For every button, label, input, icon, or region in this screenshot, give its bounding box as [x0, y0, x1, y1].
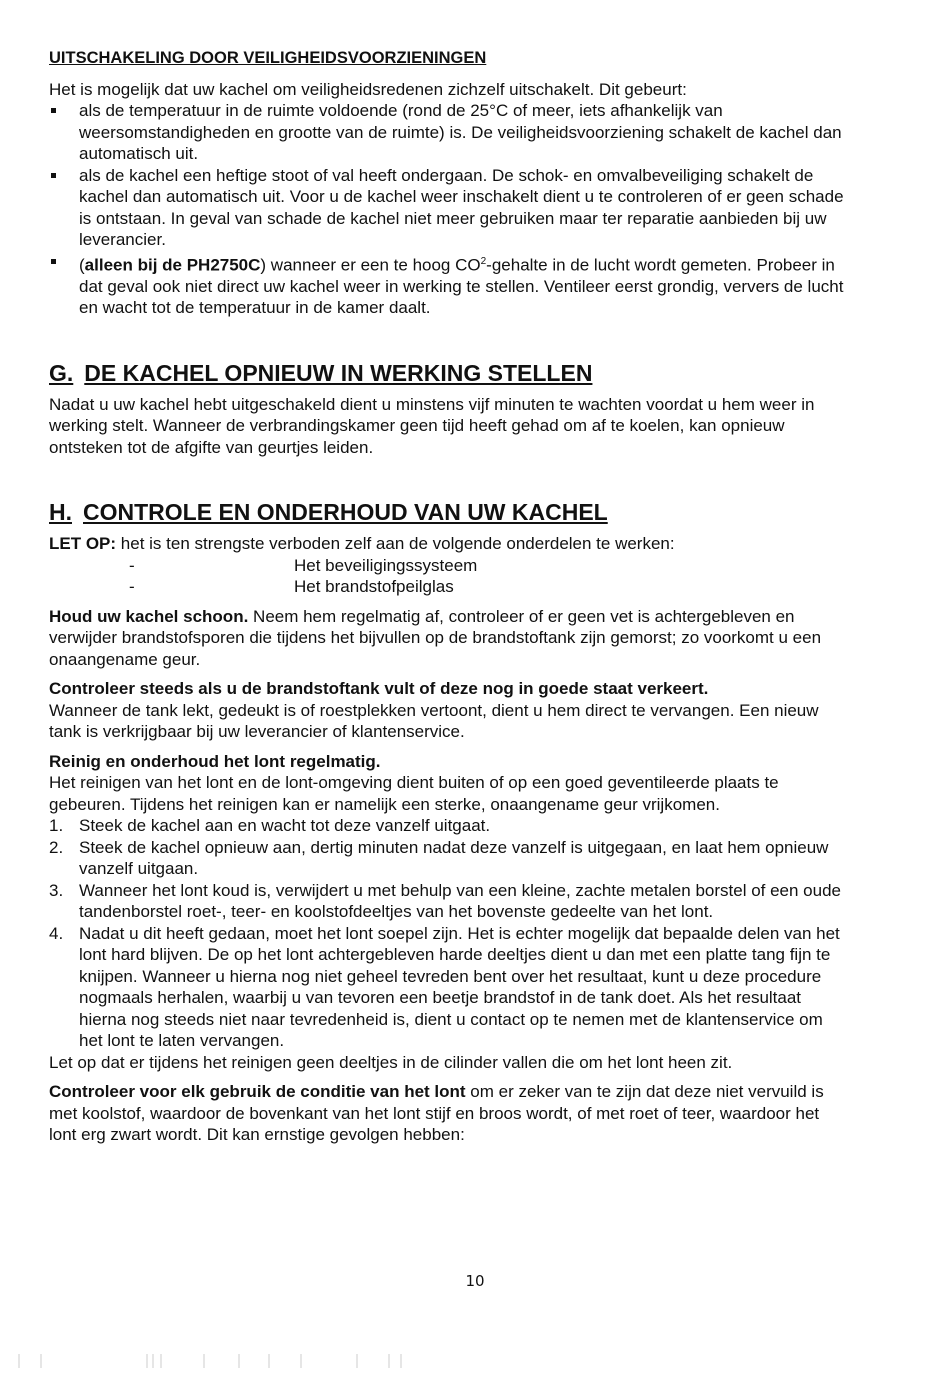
bullet-temperature-text: als de temperatuur in de ruimte voldoende (rond de 25°C of meer, iets afhankelijk van weersomstandigheden en grootte van de ruimte) is. De veiligheidsvoorziening schakelt de kachel dan automatisch uit. — [79, 101, 842, 163]
safety-shutdown-list — [49, 100, 849, 319]
dash-2: - — [129, 577, 135, 597]
safety-shutdown-heading: UITSCHAKELING DOOR VEILIGHEIDSVOORZIENINGEN — [49, 49, 487, 67]
bullet-co2-rest: -gehalte in de lucht wordt gemeten. Probeer in dat geval ook niet direct uw kachel weer in werking te stellen. Ventileer eerst grondig, ververs de lucht en wacht tot de temperatuur in de kamer daalt. — [79, 255, 844, 318]
section-g-body: Nadat u uw kachel hebt uitgeschakeld dient u minstens vijf minuten te wachten voordat u hem weer in werking stelt. Wanneer de verbrandingskamer geen tijd heeft gehad om af te koelen, kan opnieuw ontsteken tot de afgifte van geurtjes leiden. — [49, 394, 815, 457]
step-2-text: Steek de kachel opnieuw aan, dertig minuten nadat deze vanzelf is uitgegaan, en laat hem opnieuw vanzelf uitgaan. — [79, 837, 829, 879]
bullet-co2-mid: ) wanneer er een te hoog CO — [260, 255, 481, 275]
forbidden-item-1 — [49, 555, 849, 577]
step-4 — [49, 923, 849, 1052]
section-h-title — [49, 498, 849, 526]
wick-bold: Reinig en onderhoud het lont regelmatig. — [49, 751, 381, 771]
step-1-number: 1. — [49, 816, 64, 836]
dash-1: - — [129, 555, 135, 575]
forbidden-item-1-text: Het beveiligingssysteem — [294, 555, 478, 575]
clean-text: Neem hem regelmatig af, controleer of er geen vet is achtergebleven en verwijder brandstofsporen die tijdens het bijvullen op de brandstoftank zijn gemorst; zo voorkomt u een onaangename geur. — [49, 606, 822, 669]
step-3 — [49, 880, 849, 923]
let-op-label: LET OP: — [49, 534, 117, 554]
forbidden-item-2-text: Het brandstofpeilglas — [294, 577, 454, 597]
section-g-title-text: DE KACHEL OPNIEUW IN WERKING STELLEN — [84, 359, 593, 386]
let-op-text: het is ten strengste verboden zelf aan de volgende onderdelen te werken: — [116, 534, 675, 554]
step-2-number: 2. — [49, 837, 64, 857]
section-g-title — [49, 359, 849, 387]
step-1 — [49, 815, 849, 837]
clean-paragraph — [49, 606, 849, 671]
bullet-co2 — [49, 251, 849, 319]
clean-bold: Houd uw kachel schoon. — [49, 606, 249, 626]
cylinder-note: Let op dat er tijdens het reinigen geen deeltjes in de cilinder vallen die om het lont heen zit. — [49, 1052, 733, 1072]
section-h-letter: H. — [49, 499, 72, 526]
bullet-co2-model: alleen bij de PH2750C — [84, 255, 261, 275]
let-op-paragraph — [49, 533, 849, 555]
wick-steps — [49, 815, 849, 1052]
safety-shutdown-intro: Het is mogelijk dat uw kachel om veiligheidsredenen zichzelf uitschakelt. Dit gebeurt: — [49, 79, 687, 99]
tank-text: Wanneer de tank lekt, gedeukt is of roestplekken vertoont, dient u hem direct te vervangen. Een nieuw tank is verkrijgbaar bij uw leverancier of klantenservice. — [49, 700, 819, 742]
step-3-number: 3. — [49, 880, 64, 900]
step-4-text: Nadat u dit heeft gedaan, moet het lont soepel zijn. Het is echter mogelijk dat bepaalde delen van het lont hard blijven. De op het lont achtergebleven harde deeltjes dient u dan met een platte tang fijn te knijpen. Wanneer u hierna nog niet geheel tevreden bent over het resultaat, kunt u deze procedure nogmaals herhalen, waarbij u van tevoren een beetje brandstof in de tank doet. Als het resultaat hierna nog steeds niet naar tevredenheid is, dient u contact op te nemen met de klantenservice om het lont te laten vervangen. — [79, 923, 840, 1051]
condition-bold: Controleer voor elk gebruik de conditie van het lont — [49, 1082, 466, 1102]
manual-page — [49, 48, 849, 1146]
step-1-text: Steek de kachel aan en wacht tot deze vanzelf uitgaat. — [79, 816, 491, 836]
bullet-co2-sup: 2 — [480, 255, 487, 267]
page-number: 10 — [465, 1272, 485, 1290]
bullet-temperature — [49, 100, 849, 165]
step-2 — [49, 837, 849, 880]
section-h-title-text: CONTROLE EN ONDERHOUD VAN UW KACHEL — [83, 499, 608, 526]
bullet-co2-open: ( — [79, 255, 85, 275]
step-3-text: Wanneer het lont koud is, verwijdert u met behulp van een kleine, zachte metalen borstel of een oude tandenborstel roet-, teer- en koolstofdeeltjes van het bovenste gedeelte van het lont. — [79, 880, 841, 922]
condition-paragraph — [49, 1081, 849, 1146]
tank-bold: Controleer steeds als u de brandstoftank vult of deze nog in goede staat verkeert. — [49, 679, 709, 699]
wick-text: Het reinigen van het lont en de lont-omgeving dient buiten of op een goed geventileerde plaats te gebeuren. Tijdens het reinigen kan er namelijk een sterke, onaangename geur vrijkomen. — [49, 773, 779, 814]
bullet-shock-text: als de kachel een heftige stoot of val heeft ondergaan. De schok- en omvalbeveiliging schakelt de kachel dan automatisch uit. Voor u de kachel weer inschakelt dient u te controleren of er geen schade is ontstaan. In geval van schade de kachel niet meer gebruiken maar ter reparatie aanbieden bij uw leverancier. — [79, 165, 844, 249]
bullet-shock — [49, 165, 849, 251]
section-g-letter: G. — [49, 359, 74, 386]
step-4-number: 4. — [49, 923, 64, 943]
forbidden-item-2 — [49, 576, 849, 598]
scan-artifact-marks — [0, 1350, 950, 1370]
condition-text: om er zeker van te zijn dat deze niet vervuild is met koolstof, waardoor de bovenkant van het lont stijf en broos wordt, of met roet of teer, waardoor het lont erg zwart wordt. Dit kan ernstige gevolgen hebben: — [49, 1082, 824, 1145]
